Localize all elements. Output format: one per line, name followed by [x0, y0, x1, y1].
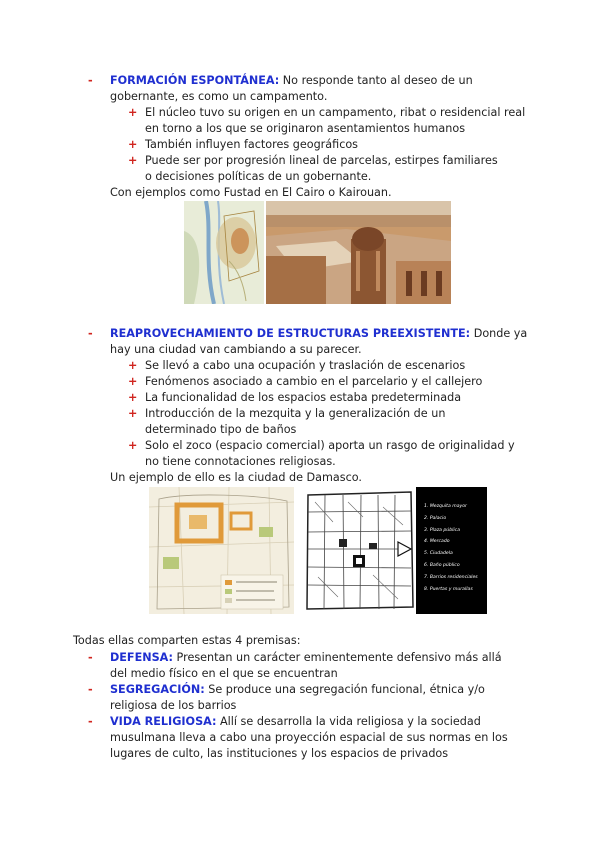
legend-item: 4. Mercado	[424, 539, 450, 545]
section-formacion	[110, 73, 530, 105]
damascus-bw-plan-image	[303, 487, 416, 614]
keyword-defensa: DEFENSA:	[110, 651, 173, 664]
premisa-item	[110, 682, 520, 714]
bullet-dash: -	[88, 715, 93, 728]
section-reaprovechamiento	[110, 326, 530, 358]
legend-list	[424, 501, 478, 595]
section-text: No responde tanto al deseo de un gobernante, es como un campamento.	[110, 74, 473, 103]
bullet-plus: +	[128, 439, 138, 452]
premisas-intro: Todas ellas comparten estas 4 premisas:	[73, 634, 301, 647]
bullet-dash: -	[88, 74, 93, 87]
legend-panel	[416, 487, 487, 614]
kairouan-photo-image	[266, 201, 451, 304]
list-item: Solo el zoco (espacio comercial) aporta un rasgo de originalidad y no tiene connotaciones religiosas.	[145, 439, 515, 468]
section-text: Donde ya hay una ciudad van cambiando a su parecer.	[110, 327, 528, 356]
premisa-item	[110, 650, 520, 682]
list-item: Se llevó a cabo una ocupación y traslación de escenarios	[145, 359, 466, 372]
bullet-dash: -	[88, 327, 93, 340]
bullet-plus: +	[128, 359, 138, 372]
premisa-item	[110, 714, 520, 762]
keyword-formacion: FORMACIÓN ESPONTÁNEA:	[110, 74, 280, 87]
legend-item: 1. Mezquita mayor	[424, 504, 467, 509]
list-item: Puede ser por progresión lineal de parcelas, estirpes familiares o decisiones políticas de un gobernante.	[145, 154, 498, 183]
legend-item: 8. Puertas y murallas	[424, 586, 473, 592]
keyword-vida-religiosa: VIDA RELIGIOSA:	[110, 715, 217, 728]
list-item: El núcleo tuvo su origen en un campamento, ribat o residencial real en torno a los que se originaron asentamientos humanos	[145, 106, 526, 135]
fustat-map-image	[184, 201, 264, 304]
legend-item: 2. Palacio	[424, 515, 447, 521]
legend-item: 5. Ciudadela	[424, 551, 453, 557]
list-item: Fenómenos asociado a cambio en el parcelario y el callejero	[145, 375, 483, 388]
list-item: También influyen factores geográficos	[145, 138, 359, 151]
damascus-plan-image	[149, 487, 294, 614]
keyword-reaprovechamiento: REAPROVECHAMIENTO DE ESTRUCTURAS PREEXISTENTE:	[110, 327, 471, 340]
bullet-plus: +	[128, 138, 138, 151]
list-item: La funcionalidad de los espacios estaba predeterminada	[145, 391, 462, 404]
examples-text: Un ejemplo de ello es la ciudad de Damasco.	[110, 471, 362, 484]
bullet-plus: +	[128, 407, 138, 420]
bullet-dash: -	[88, 683, 93, 696]
list-item: Introducción de la mezquita y la generalización de un determinado tipo de baños	[145, 407, 446, 436]
examples-text: Con ejemplos como Fustad en El Cairo o Kairouan.	[110, 186, 392, 199]
premisa-text: Allí se desarrolla la vida religiosa y la sociedad musulmana lleva a cabo una proyección espacial de sus normas en los lugares de culto, las instituciones y los espacios de privados	[110, 715, 508, 760]
keyword-segregacion: SEGREGACIÓN:	[110, 683, 205, 696]
bullet-plus: +	[128, 391, 138, 404]
bullet-dash: -	[88, 651, 93, 664]
bullet-plus: +	[128, 375, 138, 388]
bullet-plus: +	[128, 106, 138, 119]
premisa-text: Se produce una segregación funcional, étnica y/o religiosa de los barrios	[110, 683, 485, 712]
bullet-plus: +	[128, 154, 138, 167]
legend-item: 6. Baño público	[424, 562, 460, 568]
legend-item: 7. Barrios residenciales	[424, 574, 478, 580]
legend-item: 3. Plaza pública	[424, 527, 461, 533]
premisa-text: Presentan un carácter eminentemente defensivo más allá del medio físico en el que se encuentran	[110, 651, 502, 680]
